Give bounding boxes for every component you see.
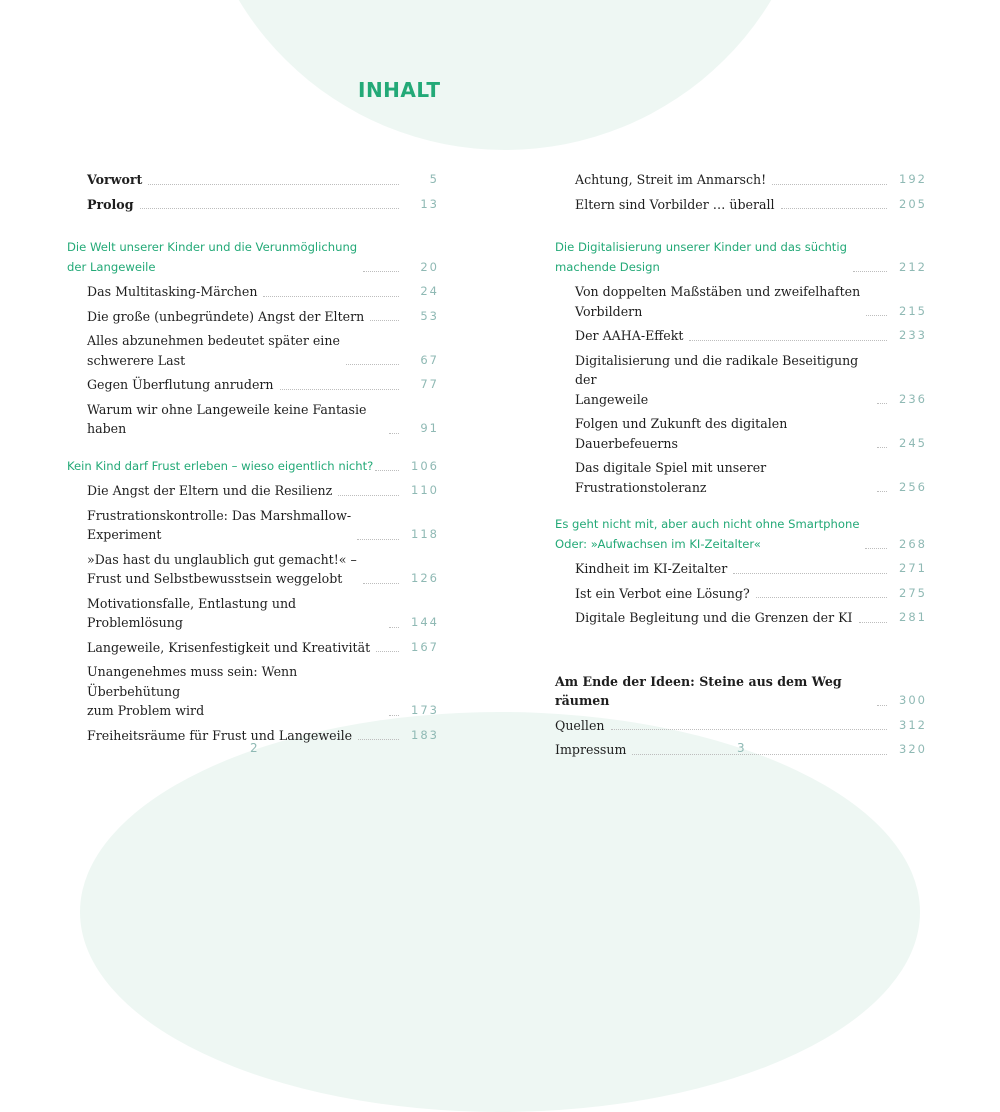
toc-entry-am-ende[interactable] bbox=[555, 672, 927, 711]
page-number: 233 bbox=[899, 328, 927, 342]
decorative-circle-bottom bbox=[80, 712, 920, 1112]
page-number: 5 bbox=[429, 172, 439, 186]
page-number: 126 bbox=[411, 571, 439, 585]
dot-leader bbox=[877, 403, 887, 404]
toc-entry-label: Freiheitsräume für Frust und Langeweile bbox=[87, 727, 353, 743]
dot-leader bbox=[389, 627, 399, 628]
toc-entry-label: Die Angst der Eltern und die Resilienz bbox=[87, 483, 333, 498]
dot-leader bbox=[370, 320, 399, 321]
toc-entry-label: Motivationsfalle, Entlastung und Problemlösung bbox=[87, 595, 297, 630]
toc-entry-label: Vorwort bbox=[87, 172, 143, 187]
page-number: 256 bbox=[899, 479, 927, 494]
dot-leader bbox=[280, 389, 399, 390]
toc-entry[interactable] bbox=[555, 326, 927, 346]
page-number: 118 bbox=[411, 527, 439, 541]
decorative-circle-top bbox=[195, 0, 815, 150]
page-number: 91 bbox=[420, 421, 439, 435]
chapter-title: Die Welt unserer Kinder und die Verunmöglichung der Langeweile bbox=[67, 240, 358, 274]
toc-entry-label: Unangenehmes muss sein: Wenn Überbehütung zum Problem wird bbox=[87, 664, 298, 718]
page-number: 300 bbox=[899, 693, 927, 707]
page-number: 20 bbox=[420, 259, 439, 274]
toc-entry-label: Warum wir ohne Langeweile keine Fantasie haben bbox=[87, 401, 367, 436]
toc-chapter-3[interactable] bbox=[555, 238, 927, 277]
toc-entry-label: Von doppelten Maßstäben und zweifelhaften Vorbildern bbox=[575, 284, 861, 319]
toc-entry-label: Gegen Überflutung anrudern bbox=[87, 377, 274, 392]
dot-leader bbox=[363, 583, 399, 584]
dot-leader bbox=[733, 573, 887, 574]
dot-leader bbox=[632, 754, 887, 755]
chapter-title: Es geht nicht mit, aber auch nicht ohne Smartphone Oder: »Aufwachsen im KI-Zeitalter« bbox=[555, 517, 860, 551]
toc-entry[interactable] bbox=[67, 662, 439, 721]
toc-entry-label: Kindheit im KI-Zeitalter bbox=[575, 561, 728, 576]
page-number: 212 bbox=[899, 259, 927, 274]
toc-chapter-2[interactable] bbox=[67, 457, 439, 477]
page-number: 236 bbox=[899, 391, 927, 406]
toc-entry[interactable] bbox=[67, 307, 439, 327]
dot-leader bbox=[859, 622, 888, 623]
dot-leader bbox=[756, 597, 887, 598]
dot-leader bbox=[853, 271, 887, 272]
toc-left-column bbox=[67, 170, 439, 745]
page-number: 110 bbox=[411, 483, 439, 497]
dot-leader bbox=[376, 651, 399, 652]
toc-entry-label: Achtung, Streit im Anmarsch! bbox=[575, 172, 767, 187]
page-number: 320 bbox=[899, 742, 927, 756]
toc-entry[interactable] bbox=[555, 414, 927, 453]
page-number: 173 bbox=[411, 703, 439, 717]
toc-entry[interactable] bbox=[67, 638, 439, 658]
dot-leader bbox=[877, 705, 887, 706]
page-number: 167 bbox=[411, 639, 439, 654]
toc-chapter-1[interactable] bbox=[67, 238, 439, 277]
page-number: 268 bbox=[899, 536, 927, 551]
page-number: 312 bbox=[899, 717, 927, 732]
page-number: 245 bbox=[899, 435, 927, 450]
page-folio-left: 2 bbox=[250, 741, 258, 755]
toc-entry-label: Alles abzunehmen bedeutet später eine schwerere Last bbox=[87, 333, 340, 368]
toc-entry[interactable] bbox=[67, 550, 439, 589]
page-number: 24 bbox=[420, 284, 439, 298]
page-number: 271 bbox=[899, 561, 927, 575]
page-number: 144 bbox=[411, 615, 439, 629]
toc-entry[interactable] bbox=[67, 282, 439, 302]
toc-entry-label: Langeweile, Krisenfestigkeit und Kreativität bbox=[87, 639, 371, 655]
dot-leader bbox=[375, 470, 399, 471]
chapter-title: Die Digitalisierung unserer Kinder und das süchtig machende Design bbox=[555, 240, 847, 274]
toc-entry[interactable] bbox=[555, 351, 927, 410]
dot-leader bbox=[363, 271, 399, 272]
toc-entry-label: Impressum bbox=[555, 742, 627, 757]
page-number: 106 bbox=[411, 458, 439, 473]
dot-leader bbox=[389, 715, 399, 716]
toc-entry[interactable] bbox=[555, 195, 927, 215]
dot-leader bbox=[346, 364, 399, 365]
toc-entry[interactable] bbox=[67, 375, 439, 395]
dot-leader bbox=[865, 548, 887, 549]
toc-entry-label: Das digitale Spiel mit unserer Frustrationstoleranz bbox=[575, 460, 767, 495]
toc-entry[interactable] bbox=[555, 458, 927, 497]
page-number: 183 bbox=[411, 727, 439, 742]
toc-entry-label: Digitalisierung und die radikale Beseitigung der Langeweile bbox=[575, 352, 859, 407]
toc-entry-quellen[interactable] bbox=[555, 716, 927, 736]
toc-entry[interactable] bbox=[555, 608, 927, 628]
toc-entry-label: Das Multitasking-Märchen bbox=[87, 284, 258, 299]
toc-entry-label: Digitale Begleitung und die Grenzen der KI bbox=[575, 610, 853, 625]
dot-leader bbox=[877, 491, 887, 492]
toc-entry[interactable] bbox=[555, 282, 927, 321]
toc-entry-label: Eltern sind Vorbilder … überall bbox=[575, 196, 775, 212]
toc-entry-vorwort[interactable] bbox=[67, 170, 439, 190]
toc-entry[interactable] bbox=[555, 170, 927, 190]
page-folio-right: 3 bbox=[737, 741, 745, 755]
page-number: 77 bbox=[420, 377, 439, 391]
toc-entry-label: Frustrationskontrolle: Das Marshmallow- Experiment bbox=[87, 507, 352, 542]
page-number: 13 bbox=[420, 196, 439, 211]
toc-entry-label: »Das hast du unglaublich gut gemacht!« – Frust und Selbstbewusstsein weggelobt bbox=[87, 551, 357, 586]
toc-entry[interactable] bbox=[67, 481, 439, 501]
toc-entry[interactable] bbox=[67, 594, 439, 633]
toc-entry-label: Prolog bbox=[87, 196, 134, 212]
page-number: 275 bbox=[899, 585, 927, 600]
dot-leader bbox=[140, 208, 400, 209]
toc-entry-label: Folgen und Zukunft des digitalen Dauerbefeuerns bbox=[575, 416, 788, 451]
toc-entry[interactable] bbox=[555, 584, 927, 604]
page-number: 215 bbox=[899, 303, 927, 318]
dot-leader bbox=[781, 208, 887, 209]
toc-entry-label: Ist ein Verbot eine Lösung? bbox=[575, 585, 750, 601]
toc-right-column bbox=[555, 170, 927, 760]
dot-leader bbox=[772, 184, 887, 185]
dot-leader bbox=[866, 315, 887, 316]
dot-leader bbox=[358, 739, 399, 740]
toc-entry-label: Am Ende der Ideen: Steine aus dem Weg räumen bbox=[555, 673, 842, 708]
dot-leader bbox=[611, 729, 887, 730]
toc-entry-label: Der AAHA-Effekt bbox=[575, 328, 684, 343]
chapter-title: Kein Kind darf Frust erleben – wieso eigentlich nicht? bbox=[67, 458, 374, 473]
toc-entry-label: Die große (unbegründete) Angst der Eltern bbox=[87, 308, 365, 324]
toc-entry-label: Quellen bbox=[555, 717, 605, 733]
dot-leader bbox=[689, 340, 887, 341]
toc-entry[interactable] bbox=[67, 506, 439, 545]
toc-entry[interactable] bbox=[67, 331, 439, 370]
toc-entry[interactable] bbox=[67, 400, 439, 439]
toc-chapter-4[interactable] bbox=[555, 515, 927, 554]
toc-entry[interactable] bbox=[555, 559, 927, 579]
dot-leader bbox=[338, 495, 399, 496]
page-number: 192 bbox=[899, 172, 927, 186]
dot-leader bbox=[263, 296, 399, 297]
dot-leader bbox=[357, 539, 399, 540]
dot-leader bbox=[389, 433, 399, 434]
page-title: INHALT bbox=[358, 78, 441, 102]
toc-entry-prolog[interactable] bbox=[67, 195, 439, 215]
page-number: 205 bbox=[899, 196, 927, 211]
page-number: 67 bbox=[420, 352, 439, 367]
page-number: 281 bbox=[899, 610, 927, 624]
page-number: 53 bbox=[420, 308, 439, 323]
dot-leader bbox=[148, 184, 399, 185]
dot-leader bbox=[877, 447, 887, 448]
